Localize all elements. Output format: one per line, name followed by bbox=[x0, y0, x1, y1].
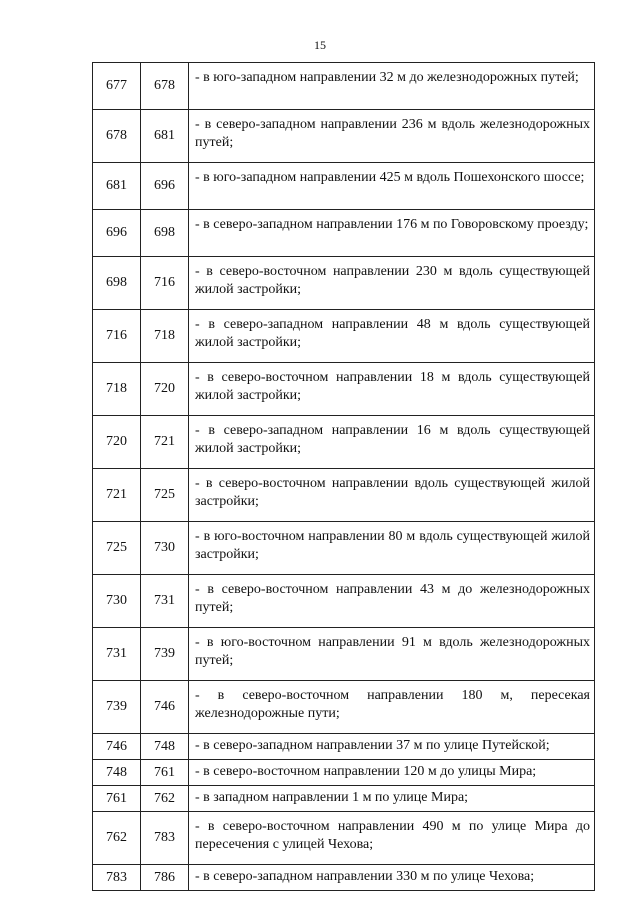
direction-cell: - в северо-восточном направлении 18 м вдоль существующей жилой застройки; bbox=[189, 363, 595, 416]
direction-cell: - в северо-западном направлении 176 м по Говоровскому проезду; bbox=[189, 210, 595, 257]
table-row bbox=[93, 257, 595, 310]
to-point-cell: 718 bbox=[141, 310, 189, 363]
from-point-cell: 731 bbox=[93, 628, 141, 681]
direction-cell: - в северо-восточном направлении 230 м вдоль существующей жилой застройки; bbox=[189, 257, 595, 310]
from-point-cell: 725 bbox=[93, 522, 141, 575]
from-point-cell: 761 bbox=[93, 786, 141, 812]
to-point-cell: 696 bbox=[141, 163, 189, 210]
from-point-cell: 696 bbox=[93, 210, 141, 257]
from-point-cell: 762 bbox=[93, 812, 141, 865]
to-point-cell: 678 bbox=[141, 63, 189, 110]
direction-cell: - в юго-западном направлении 425 м вдоль Пошехонского шоссе; bbox=[189, 163, 595, 210]
from-point-cell: 783 bbox=[93, 865, 141, 891]
table-row bbox=[93, 575, 595, 628]
route-table bbox=[92, 62, 595, 891]
table-row bbox=[93, 760, 595, 786]
direction-cell: - в северо-восточном направлении 490 м по улице Мира до пересечения с улицей Чехова; bbox=[189, 812, 595, 865]
table-row bbox=[93, 469, 595, 522]
direction-cell: - в северо-западном направлении 16 м вдоль существующей жилой застройки; bbox=[189, 416, 595, 469]
to-point-cell: 725 bbox=[141, 469, 189, 522]
from-point-cell: 746 bbox=[93, 734, 141, 760]
from-point-cell: 716 bbox=[93, 310, 141, 363]
table-row bbox=[93, 163, 595, 210]
table-row bbox=[93, 865, 595, 891]
direction-cell: - в юго-восточном направлении 91 м вдоль железнодорожных путей; bbox=[189, 628, 595, 681]
from-point-cell: 677 bbox=[93, 63, 141, 110]
to-point-cell: 786 bbox=[141, 865, 189, 891]
from-point-cell: 748 bbox=[93, 760, 141, 786]
direction-cell: - в северо-западном направлении 37 м по улице Путейской; bbox=[189, 734, 595, 760]
table-row bbox=[93, 734, 595, 760]
table-row bbox=[93, 628, 595, 681]
direction-cell: - в западном направлении 1 м по улице Мира; bbox=[189, 786, 595, 812]
to-point-cell: 716 bbox=[141, 257, 189, 310]
table-row bbox=[93, 812, 595, 865]
direction-cell: - в северо-восточном направлении 180 м, пересекая железнодорожные пути; bbox=[189, 681, 595, 734]
to-point-cell: 783 bbox=[141, 812, 189, 865]
table-row bbox=[93, 310, 595, 363]
from-point-cell: 721 bbox=[93, 469, 141, 522]
direction-cell: - в юго-восточном направлении 80 м вдоль существующей жилой застройки; bbox=[189, 522, 595, 575]
table-row bbox=[93, 210, 595, 257]
from-point-cell: 718 bbox=[93, 363, 141, 416]
table-row bbox=[93, 63, 595, 110]
from-point-cell: 698 bbox=[93, 257, 141, 310]
direction-cell: - в северо-восточном направлении 120 м до улицы Мира; bbox=[189, 760, 595, 786]
table-row bbox=[93, 522, 595, 575]
to-point-cell: 681 bbox=[141, 110, 189, 163]
to-point-cell: 761 bbox=[141, 760, 189, 786]
direction-cell: - в юго-западном направлении 32 м до железнодорожных путей; bbox=[189, 63, 595, 110]
to-point-cell: 698 bbox=[141, 210, 189, 257]
direction-cell: - в северо-западном направлении 330 м по улице Чехова; bbox=[189, 865, 595, 891]
from-point-cell: 730 bbox=[93, 575, 141, 628]
to-point-cell: 748 bbox=[141, 734, 189, 760]
page-number: 15 bbox=[314, 38, 326, 52]
from-point-cell: 720 bbox=[93, 416, 141, 469]
to-point-cell: 762 bbox=[141, 786, 189, 812]
to-point-cell: 720 bbox=[141, 363, 189, 416]
from-point-cell: 739 bbox=[93, 681, 141, 734]
to-point-cell: 721 bbox=[141, 416, 189, 469]
to-point-cell: 739 bbox=[141, 628, 189, 681]
to-point-cell: 746 bbox=[141, 681, 189, 734]
from-point-cell: 678 bbox=[93, 110, 141, 163]
direction-cell: - в северо-восточном направлении 43 м до железнодорожных путей; bbox=[189, 575, 595, 628]
direction-cell: - в северо-восточном направлении вдоль существующей жилой застройки; bbox=[189, 469, 595, 522]
direction-cell: - в северо-западном направлении 48 м вдоль существующей жилой застройки; bbox=[189, 310, 595, 363]
to-point-cell: 731 bbox=[141, 575, 189, 628]
table-row bbox=[93, 786, 595, 812]
direction-cell: - в северо-западном направлении 236 м вдоль железнодорожных путей; bbox=[189, 110, 595, 163]
table-row bbox=[93, 416, 595, 469]
from-point-cell: 681 bbox=[93, 163, 141, 210]
to-point-cell: 730 bbox=[141, 522, 189, 575]
table-row bbox=[93, 681, 595, 734]
table-row bbox=[93, 363, 595, 416]
table-row bbox=[93, 110, 595, 163]
